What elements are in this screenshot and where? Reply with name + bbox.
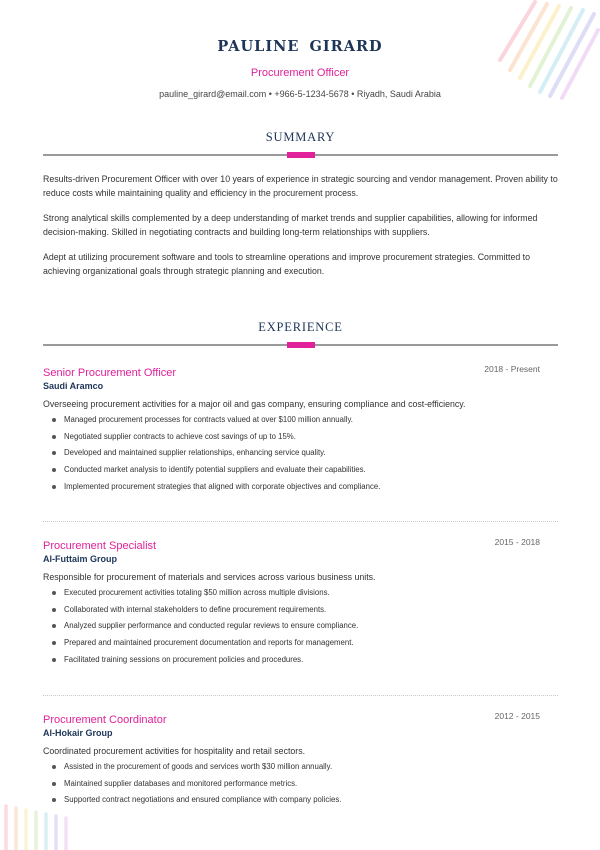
job-entry [43,710,558,809]
section-title-summary: SUMMARY [265,130,336,144]
divider-accent [287,152,315,158]
section-title-experience: EXPERIENCE [258,320,343,334]
bullet-dot-icon [52,658,56,662]
contact-line: pauline_girard@email.com • +966-5-1234-5678 • Riyadh, Saudi Arabia [159,89,441,99]
job-dates: 2018 - Present [484,364,540,374]
job-bullets [43,412,558,496]
bullet-text: Conducted market analysis to identify potential suppliers and evaluate their capabilities. [64,465,366,475]
job-title: Procurement Specialist [43,540,157,552]
bullet-text: Implemented procurement strategies that aligned with corporate objectives and compliance. [64,481,381,491]
job-dates: 2012 - 2015 [494,711,540,721]
company-name: Al-Futtaim Group [43,554,117,564]
bullet-text: Maintained supplier databases and monitored performance metrics. [64,778,298,788]
bullet-item [43,792,558,809]
bullet-item [43,479,558,496]
summary-section-header [43,130,558,156]
job-separator [43,521,558,522]
bullet-dot-icon [52,591,56,595]
job-bullets [43,585,558,669]
bullet-dot-icon [52,451,56,455]
job-bullets [43,759,558,809]
section-divider [43,154,558,156]
bullet-text: Executed procurement activities totaling $50 million across multiple divisions. [64,588,330,597]
bullet-text: Assisted in the procurement of goods and services worth $30 million annually. [64,762,333,771]
bullet-dot-icon [52,798,56,802]
bullet-text: Negotiated supplier contracts to achieve cost savings of up to 15%. [64,431,296,441]
bullet-dot-icon [52,608,56,612]
summary-paragraph: Results-driven Procurement Officer with over 10 years of experience in strategic sourcing and vendor management. Proven ability to reduce costs while maintaining quality and efficiency in the procurement process. [43,174,558,198]
bullet-item [43,602,558,619]
summary-paragraph: Strong analytical skills complemented by a deep understanding of market trends and supplier capabilities, allowing for informed decision-making. Skilled in negotiating contracts and building long-term relationships with suppliers. [43,213,538,237]
divider-accent [287,342,315,348]
bullet-item [43,445,558,462]
bullet-dot-icon [52,641,56,645]
job-description: Overseeing procurement activities for a major oil and gas company, ensuring compliance and cost-efficiency. [43,399,466,409]
job-title: Senior Procurement Officer [43,367,177,379]
bullet-text: Managed procurement processes for contracts valued at over $100 million annually. [64,415,353,424]
experience-section-header [43,320,558,346]
job-entry [43,363,558,496]
bullet-text: Collaborated with internal stakeholders to define procurement requirements. [64,604,327,614]
bullet-item [43,652,558,669]
job-description: Coordinated procurement activities for hospitality and retail sectors. [43,746,306,756]
bullet-item [43,759,558,776]
bullet-text: Developed and maintained supplier relationships, enhancing service quality. [64,448,326,458]
bullet-dot-icon [52,765,56,769]
job-title: Procurement Coordinator [43,714,167,726]
candidate-name: PAULINE GIRARD [217,38,383,55]
bullet-text: Analyzed supplier performance and conducted regular reviews to ensure compliance. [64,621,359,631]
bullet-item [43,462,558,479]
bullet-item [43,618,558,635]
bullet-item [43,585,558,602]
bullet-dot-icon [52,435,56,439]
bullet-dot-icon [52,418,56,422]
company-name: Al-Hokair Group [43,728,113,738]
section-divider [43,344,558,346]
job-separator [43,695,558,696]
bullet-item [43,412,558,429]
company-name: Saudi Aramco [43,381,104,391]
bullet-dot-icon [52,624,56,628]
summary-paragraph: Adept at utilizing procurement software and tools to streamline operations and improve procurement strategies. Committed to achieving organizational goals through strategic planning and execution. [43,252,531,276]
summary-text [43,173,558,290]
bullet-text: Facilitated training sessions on procurement policies and procedures. [64,654,304,664]
job-dates: 2015 - 2018 [494,537,540,547]
bullet-dot-icon [52,485,56,489]
resume-header [0,38,600,99]
bullet-dot-icon [52,782,56,786]
bullet-item [43,776,558,793]
candidate-title: Procurement Officer [250,67,350,79]
bullet-text: Prepared and maintained procurement documentation and reports for management. [64,638,354,648]
bullet-item [43,429,558,446]
job-description: Responsible for procurement of materials and services across various business units. [43,572,376,582]
bullet-text: Supported contract negotiations and ensured compliance with company policies. [64,795,342,805]
bullet-item [43,635,558,652]
job-entry [43,536,558,669]
bullet-dot-icon [52,468,56,472]
